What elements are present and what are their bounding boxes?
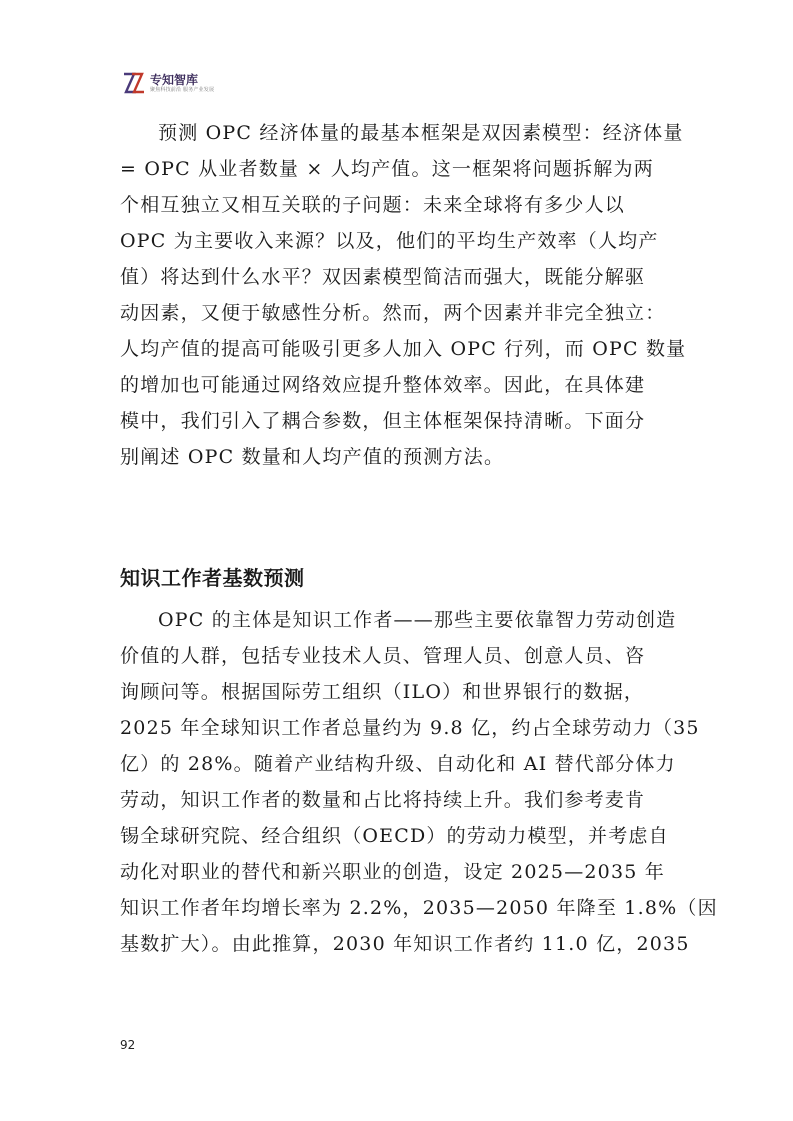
brand-logo-icon <box>122 72 146 94</box>
text-line: 锡全球研究院、经合组织（OECD）的劳动力模型，并考虑自 <box>120 825 669 847</box>
text-line: 个相互独立又相互关联的子问题：未来全球将有多少人以 <box>120 194 626 216</box>
section-heading: 知识工作者基数预测 <box>120 566 305 590</box>
text-line: 劳动，知识工作者的数量和占比将持续上升。我们参考麦肯 <box>120 789 646 811</box>
text-line: 知识工作者年均增长率为 2.2%，2035—2050 年降至 1.8%（因 <box>120 897 718 919</box>
brand-name: 专知智库 <box>150 72 199 87</box>
page-number: 92 <box>120 1038 136 1052</box>
text-line: 的增加也可能通过网络效应提升整体效率。因此，在具体建 <box>120 374 646 396</box>
text-line: 动化对职业的替代和新兴职业的创造，设定 2025—2035 年 <box>120 861 665 883</box>
text-line: 基数扩大）。由此推算，2030 年知识工作者约 11.0 亿，2035 <box>120 933 690 955</box>
text-line: OPC 的主体是知识工作者——那些主要依靠智力劳动创造 <box>158 609 677 631</box>
text-line: 亿）的 28%。随着产业结构升级、自动化和 AI 替代部分体力 <box>120 753 676 775</box>
text-line: OPC 为主要收入来源？以及，他们的平均生产效率（人均产 <box>120 230 659 252</box>
brand-logo <box>122 70 214 96</box>
text-line: 价值的人群，包括专业技术人员、管理人员、创意人员、咨 <box>120 645 646 667</box>
text-line: 值）将达到什么水平？双因素模型简洁而强大，既能分解驱 <box>120 266 646 288</box>
paragraph-knowledge-workers <box>120 602 718 962</box>
text-line: 模中，我们引入了耦合参数，但主体框架保持清晰。下面分 <box>120 410 646 432</box>
brand-tagline: 聚焦科技前沿 服务产业发展 <box>150 86 215 93</box>
paragraph-framework <box>120 115 687 475</box>
text-line: = OPC 从业者数量 × 人均产值。这一框架将问题拆解为两 <box>120 158 654 180</box>
text-line: 2025 年全球知识工作者总量约为 9.8 亿，约占全球劳动力（35 <box>120 717 700 739</box>
text-line: 动因素，又便于敏感性分析。然而，两个因素并非完全独立： <box>120 302 666 324</box>
text-line: 别阐述 OPC 数量和人均产值的预测方法。 <box>120 446 505 468</box>
text-line: 预测 OPC 经济体量的最基本框架是双因素模型：经济体量 <box>158 122 684 144</box>
text-line: 询顾问等。根据国际劳工组织（ILO）和世界银行的数据， <box>120 681 645 703</box>
text-line: 人均产值的提高可能吸引更多人加入 OPC 行列，而 OPC 数量 <box>120 338 687 360</box>
